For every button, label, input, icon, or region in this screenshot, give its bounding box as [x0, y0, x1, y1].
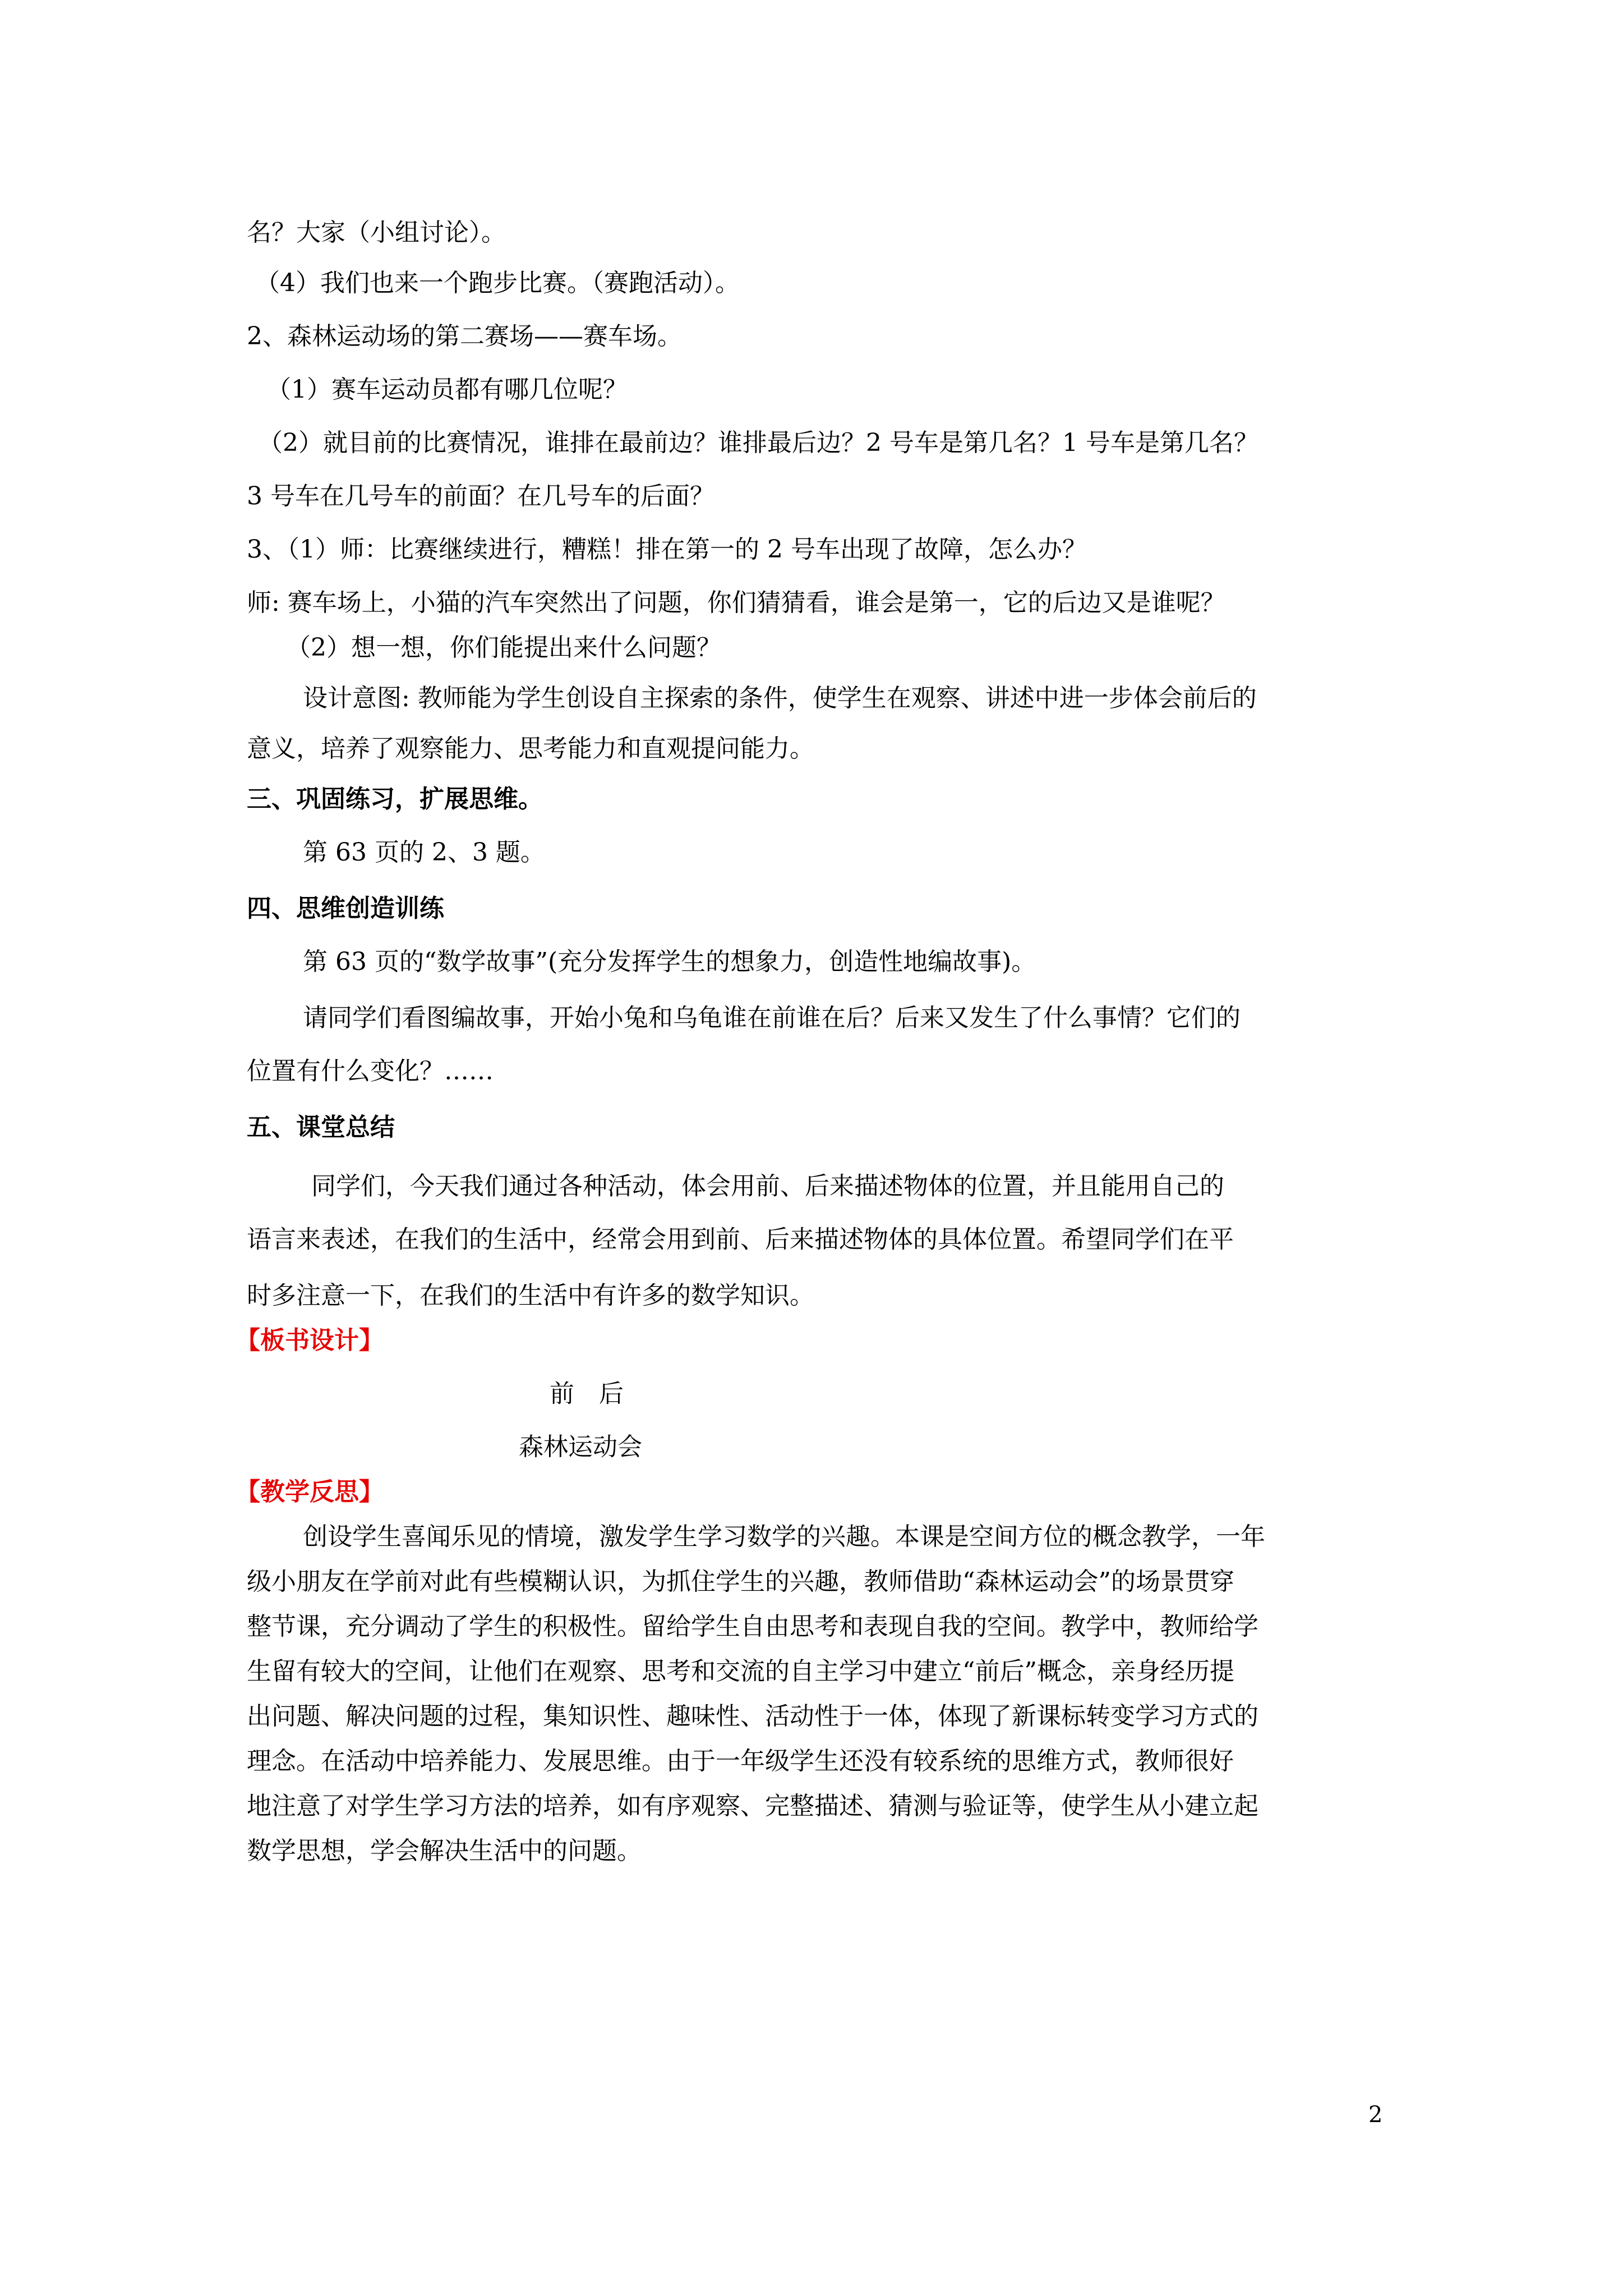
section-heading: 三、巩固练习，扩展思维。: [247, 785, 543, 813]
text-line: 请同学们看图编故事，开始小兔和乌龟谁在前谁在后？后来又发生了什么事情？它们的: [303, 1004, 1241, 1032]
text-line: 时多注意一下，在我们的生活中有许多的数学知识。: [247, 1281, 814, 1310]
section-heading: 五、课堂总结: [247, 1113, 395, 1142]
text-line: 意义，培养了观察能力、思考能力和直观提问能力。: [247, 734, 814, 763]
text-line: 语言来表述，在我们的生活中，经常会用到前、后来描述物体的具体位置。希望同学们在平: [247, 1225, 1234, 1254]
text-line: 师: 赛车场上，小猫的汽车突然出了问题，你们猜猜看，谁会是第一，它的后边又是谁呢？: [247, 588, 1225, 617]
text-line: 位置有什么变化？……: [247, 1057, 494, 1085]
board-design-heading: 【板书设计】: [236, 1326, 384, 1355]
text-line: 整节课，充分调动了学生的积极性。留给学生自由思考和表现自我的空间。教学中，教师给学: [247, 1612, 1258, 1641]
text-line: （2）想一想，你们能提出来什么问题？: [286, 633, 721, 662]
text-line: 3、（1）师：比赛继续进行，糟糕！排在第一的 2 号车出现了故障，怎么办？: [247, 535, 1087, 564]
text-line: 设计意图: 教师能为学生创设自主探索的条件，使学生在观察、讲述中进一步体会前后的: [303, 684, 1257, 712]
text-line: 创设学生喜闻乐见的情境，激发学生学习数学的兴趣。本课是空间方位的概念教学，一年: [303, 1522, 1265, 1551]
text-line: （4）我们也来一个跑步比赛。（赛跑活动）。: [255, 269, 740, 297]
page-number: 2: [1368, 2102, 1383, 2128]
text-line: 第 63 页的“数学故事”(充分发挥学生的想象力，创造性地编故事)。: [303, 947, 1036, 976]
text-line: 出问题、解决问题的过程，集知识性、趣味性、活动性于一体，体现了新课标转变学习方式的: [247, 1702, 1258, 1731]
text-line: 第 63 页的 2、3 题。: [303, 838, 545, 867]
text-line: 2、森林运动场的第二赛场——赛车场。: [247, 322, 682, 351]
board-subtitle: 森林运动会: [519, 1433, 642, 1461]
text-line: 同学们，今天我们通过各种活动，体会用前、后来描述物体的位置，并且能用自己的: [311, 1172, 1224, 1200]
text-line: 3 号车在几号车的前面？在几号车的后面？: [247, 482, 714, 510]
text-line: 名？大家（小组讨论）。: [247, 218, 506, 247]
text-line: （1）赛车运动员都有哪几位呢？: [266, 375, 628, 404]
section-heading: 四、思维创造训练: [247, 894, 444, 923]
text-line: （2）就目前的比赛情况，谁排在最前边？谁排最后边？2 号车是第几名？1 号车是第几名？: [258, 429, 1258, 457]
text-line: 理念。在活动中培养能力、发展思维。由于一年级学生还没有较系统的思维方式，教师很好: [247, 1747, 1234, 1775]
reflection-heading: 【教学反思】: [236, 1478, 384, 1506]
text-line: 生留有较大的空间，让他们在观察、思考和交流的自主学习中建立“前后”概念，亲身经历提: [247, 1657, 1234, 1686]
text-line: 级小朋友在学前对此有些模糊认识，为抓住学生的兴趣，教师借助“森林运动会”的场景贯穿: [247, 1567, 1234, 1596]
board-title: 前 后: [550, 1379, 624, 1408]
text-line: 地注意了对学生学习方法的培养，如有序观察、完整描述、猜测与验证等，使学生从小建立起: [247, 1792, 1258, 1820]
text-line: 数学思想，学会解决生活中的问题。: [247, 1837, 642, 1865]
